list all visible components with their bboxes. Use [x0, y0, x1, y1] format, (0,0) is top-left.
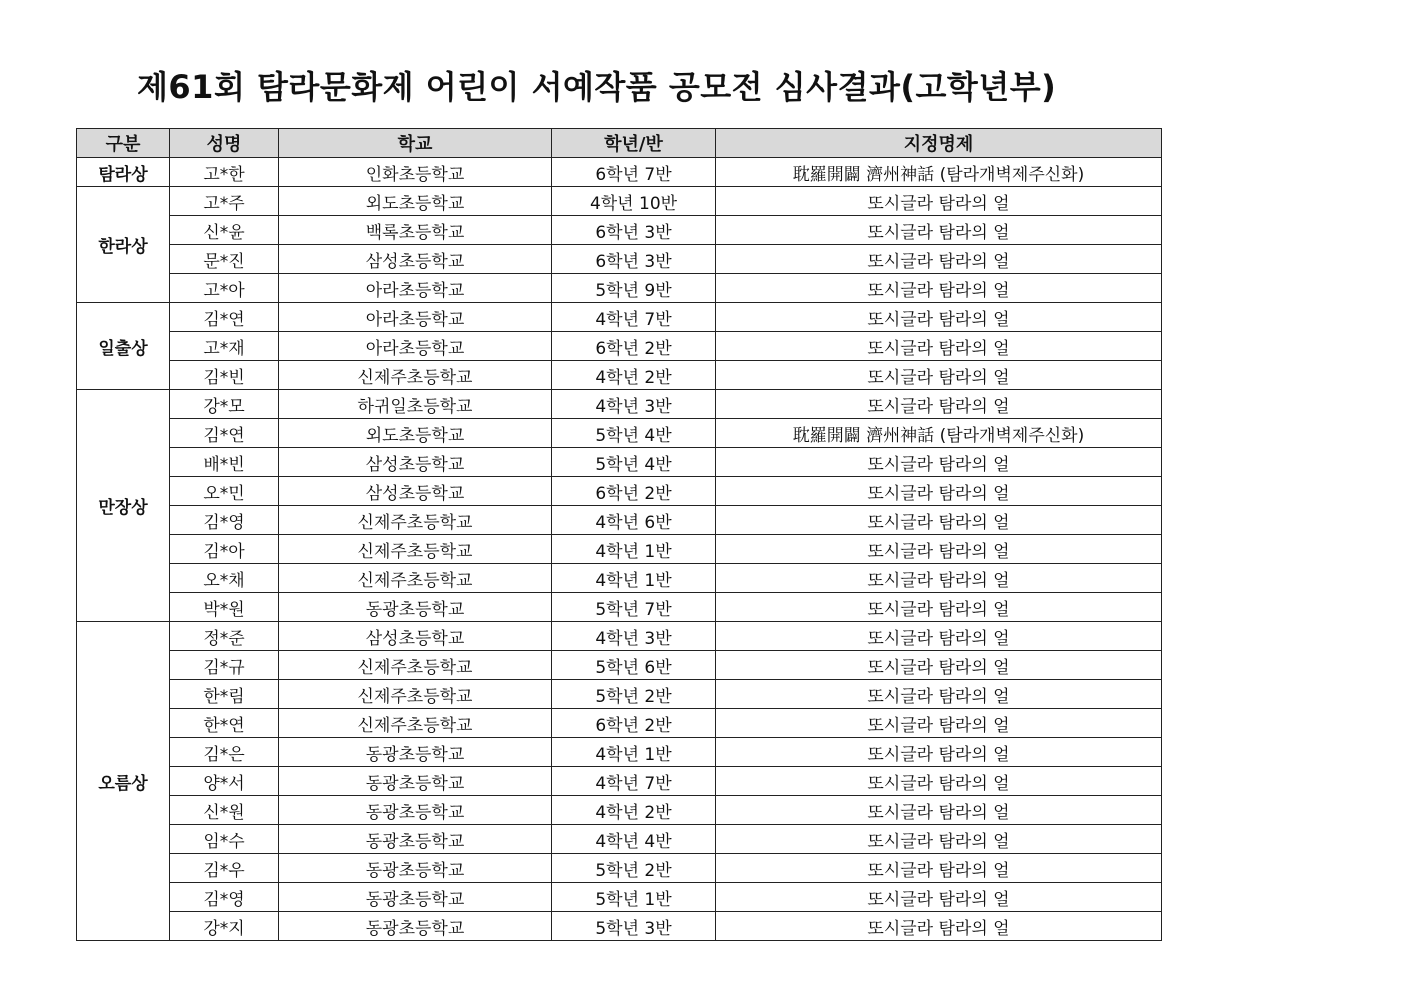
assigned-theme: 또시글라 탐라의 얼 — [716, 361, 1162, 390]
assigned-theme: 또시글라 탐라의 얼 — [716, 593, 1162, 622]
table-row — [77, 593, 1162, 622]
header-grade: 학년/반 — [552, 129, 716, 158]
school-name: 아라초등학교 — [279, 303, 552, 332]
assigned-theme: 또시글라 탐라의 얼 — [716, 709, 1162, 738]
table-row — [77, 709, 1162, 738]
school-name: 아라초등학교 — [279, 332, 552, 361]
school-name: 동광초등학교 — [279, 854, 552, 883]
table-row — [77, 796, 1162, 825]
grade-class: 5학년 6반 — [552, 651, 716, 680]
school-name: 삼성초등학교 — [279, 622, 552, 651]
table-row — [77, 216, 1162, 245]
assigned-theme: 또시글라 탐라의 얼 — [716, 274, 1162, 303]
table-row — [77, 158, 1162, 187]
student-name: 김*빈 — [170, 361, 279, 390]
grade-class: 4학년 1반 — [552, 738, 716, 767]
assigned-theme: 또시글라 탐라의 얼 — [716, 332, 1162, 361]
assigned-theme: 耽羅開闢 濟州神話 (탐라개벽제주신화) — [716, 419, 1162, 448]
student-name: 강*지 — [170, 912, 279, 941]
table-row — [77, 274, 1162, 303]
school-name: 동광초등학교 — [279, 825, 552, 854]
grade-class: 4학년 7반 — [552, 767, 716, 796]
table-row — [77, 680, 1162, 709]
award-category: 오름상 — [77, 622, 170, 941]
student-name: 문*진 — [170, 245, 279, 274]
grade-class: 5학년 4반 — [552, 419, 716, 448]
grade-class: 5학년 7반 — [552, 593, 716, 622]
student-name: 박*원 — [170, 593, 279, 622]
student-name: 김*영 — [170, 883, 279, 912]
grade-class: 6학년 2반 — [552, 477, 716, 506]
student-name: 임*수 — [170, 825, 279, 854]
school-name: 신제주초등학교 — [279, 651, 552, 680]
table-row — [77, 477, 1162, 506]
school-name: 외도초등학교 — [279, 187, 552, 216]
grade-class: 4학년 7반 — [552, 303, 716, 332]
assigned-theme: 또시글라 탐라의 얼 — [716, 796, 1162, 825]
award-category: 탐라상 — [77, 158, 170, 187]
header-name: 성명 — [170, 129, 279, 158]
grade-class: 4학년 4반 — [552, 825, 716, 854]
school-name: 백록초등학교 — [279, 216, 552, 245]
assigned-theme: 또시글라 탐라의 얼 — [716, 854, 1162, 883]
student-name: 배*빈 — [170, 448, 279, 477]
student-name: 김*우 — [170, 854, 279, 883]
school-name: 외도초등학교 — [279, 419, 552, 448]
table-row — [77, 564, 1162, 593]
grade-class: 5학년 1반 — [552, 883, 716, 912]
grade-class: 6학년 7반 — [552, 158, 716, 187]
grade-class: 6학년 2반 — [552, 332, 716, 361]
school-name: 인화초등학교 — [279, 158, 552, 187]
assigned-theme: 또시글라 탐라의 얼 — [716, 535, 1162, 564]
table-row — [77, 303, 1162, 332]
grade-class: 6학년 3반 — [552, 245, 716, 274]
table-row — [77, 361, 1162, 390]
assigned-theme: 또시글라 탐라의 얼 — [716, 680, 1162, 709]
school-name: 삼성초등학교 — [279, 245, 552, 274]
school-name: 삼성초등학교 — [279, 448, 552, 477]
table-row — [77, 854, 1162, 883]
results-table — [76, 128, 1162, 941]
table-row — [77, 187, 1162, 216]
grade-class: 5학년 2반 — [552, 854, 716, 883]
grade-class: 5학년 2반 — [552, 680, 716, 709]
student-name: 김*영 — [170, 506, 279, 535]
student-name: 오*민 — [170, 477, 279, 506]
grade-class: 4학년 10반 — [552, 187, 716, 216]
school-name: 신제주초등학교 — [279, 564, 552, 593]
award-category: 일출상 — [77, 303, 170, 390]
table-row — [77, 767, 1162, 796]
grade-class: 5학년 9반 — [552, 274, 716, 303]
assigned-theme: 또시글라 탐라의 얼 — [716, 303, 1162, 332]
table-row — [77, 448, 1162, 477]
assigned-theme: 耽羅開闢 濟州神話 (탐라개벽제주신화) — [716, 158, 1162, 187]
award-category: 만장상 — [77, 390, 170, 622]
assigned-theme: 또시글라 탐라의 얼 — [716, 564, 1162, 593]
grade-class: 4학년 3반 — [552, 622, 716, 651]
school-name: 동광초등학교 — [279, 593, 552, 622]
assigned-theme: 또시글라 탐라의 얼 — [716, 448, 1162, 477]
grade-class: 4학년 2반 — [552, 796, 716, 825]
student-name: 김*연 — [170, 303, 279, 332]
award-category: 한라상 — [77, 187, 170, 303]
school-name: 신제주초등학교 — [279, 535, 552, 564]
school-name: 하귀일초등학교 — [279, 390, 552, 419]
grade-class: 4학년 3반 — [552, 390, 716, 419]
table-row — [77, 651, 1162, 680]
assigned-theme: 또시글라 탐라의 얼 — [716, 187, 1162, 216]
student-name: 김*아 — [170, 535, 279, 564]
grade-class: 5학년 4반 — [552, 448, 716, 477]
header-school: 학교 — [279, 129, 552, 158]
school-name: 신제주초등학교 — [279, 361, 552, 390]
assigned-theme: 또시글라 탐라의 얼 — [716, 245, 1162, 274]
table-row — [77, 245, 1162, 274]
school-name: 신제주초등학교 — [279, 709, 552, 738]
assigned-theme: 또시글라 탐라의 얼 — [716, 651, 1162, 680]
student-name: 김*은 — [170, 738, 279, 767]
table-row — [77, 332, 1162, 361]
assigned-theme: 또시글라 탐라의 얼 — [716, 738, 1162, 767]
student-name: 정*준 — [170, 622, 279, 651]
assigned-theme: 또시글라 탐라의 얼 — [716, 912, 1162, 941]
grade-class: 4학년 2반 — [552, 361, 716, 390]
student-name: 신*윤 — [170, 216, 279, 245]
school-name: 동광초등학교 — [279, 912, 552, 941]
assigned-theme: 또시글라 탐라의 얼 — [716, 622, 1162, 651]
student-name: 한*연 — [170, 709, 279, 738]
student-name: 강*모 — [170, 390, 279, 419]
table-row — [77, 390, 1162, 419]
student-name: 양*서 — [170, 767, 279, 796]
student-name: 김*연 — [170, 419, 279, 448]
school-name: 신제주초등학교 — [279, 680, 552, 709]
assigned-theme: 또시글라 탐라의 얼 — [716, 216, 1162, 245]
assigned-theme: 또시글라 탐라의 얼 — [716, 767, 1162, 796]
grade-class: 6학년 2반 — [552, 709, 716, 738]
table-row — [77, 535, 1162, 564]
assigned-theme: 또시글라 탐라의 얼 — [716, 390, 1162, 419]
grade-class: 5학년 3반 — [552, 912, 716, 941]
grade-class: 4학년 6반 — [552, 506, 716, 535]
school-name: 동광초등학교 — [279, 796, 552, 825]
table-row — [77, 419, 1162, 448]
student-name: 김*규 — [170, 651, 279, 680]
table-row — [77, 506, 1162, 535]
school-name: 동광초등학교 — [279, 738, 552, 767]
grade-class: 4학년 1반 — [552, 564, 716, 593]
school-name: 아라초등학교 — [279, 274, 552, 303]
student-name: 한*림 — [170, 680, 279, 709]
grade-class: 6학년 3반 — [552, 216, 716, 245]
school-name: 삼성초등학교 — [279, 477, 552, 506]
school-name: 동광초등학교 — [279, 883, 552, 912]
student-name: 고*한 — [170, 158, 279, 187]
school-name: 신제주초등학교 — [279, 506, 552, 535]
header-category: 구분 — [77, 129, 170, 158]
student-name: 고*아 — [170, 274, 279, 303]
student-name: 고*재 — [170, 332, 279, 361]
header-row — [77, 129, 1162, 158]
table-row — [77, 622, 1162, 651]
table-row — [77, 912, 1162, 941]
page-title: 제61회 탐라문화제 어린이 서예작품 공모전 심사결과(고학년부) — [137, 68, 1057, 106]
assigned-theme: 또시글라 탐라의 얼 — [716, 825, 1162, 854]
table-row — [77, 738, 1162, 767]
student-name: 신*원 — [170, 796, 279, 825]
header-theme: 지정명제 — [716, 129, 1162, 158]
table-row — [77, 825, 1162, 854]
assigned-theme: 또시글라 탐라의 얼 — [716, 477, 1162, 506]
assigned-theme: 또시글라 탐라의 얼 — [716, 883, 1162, 912]
assigned-theme: 또시글라 탐라의 얼 — [716, 506, 1162, 535]
student-name: 고*주 — [170, 187, 279, 216]
table-row — [77, 883, 1162, 912]
student-name: 오*채 — [170, 564, 279, 593]
school-name: 동광초등학교 — [279, 767, 552, 796]
grade-class: 4학년 1반 — [552, 535, 716, 564]
